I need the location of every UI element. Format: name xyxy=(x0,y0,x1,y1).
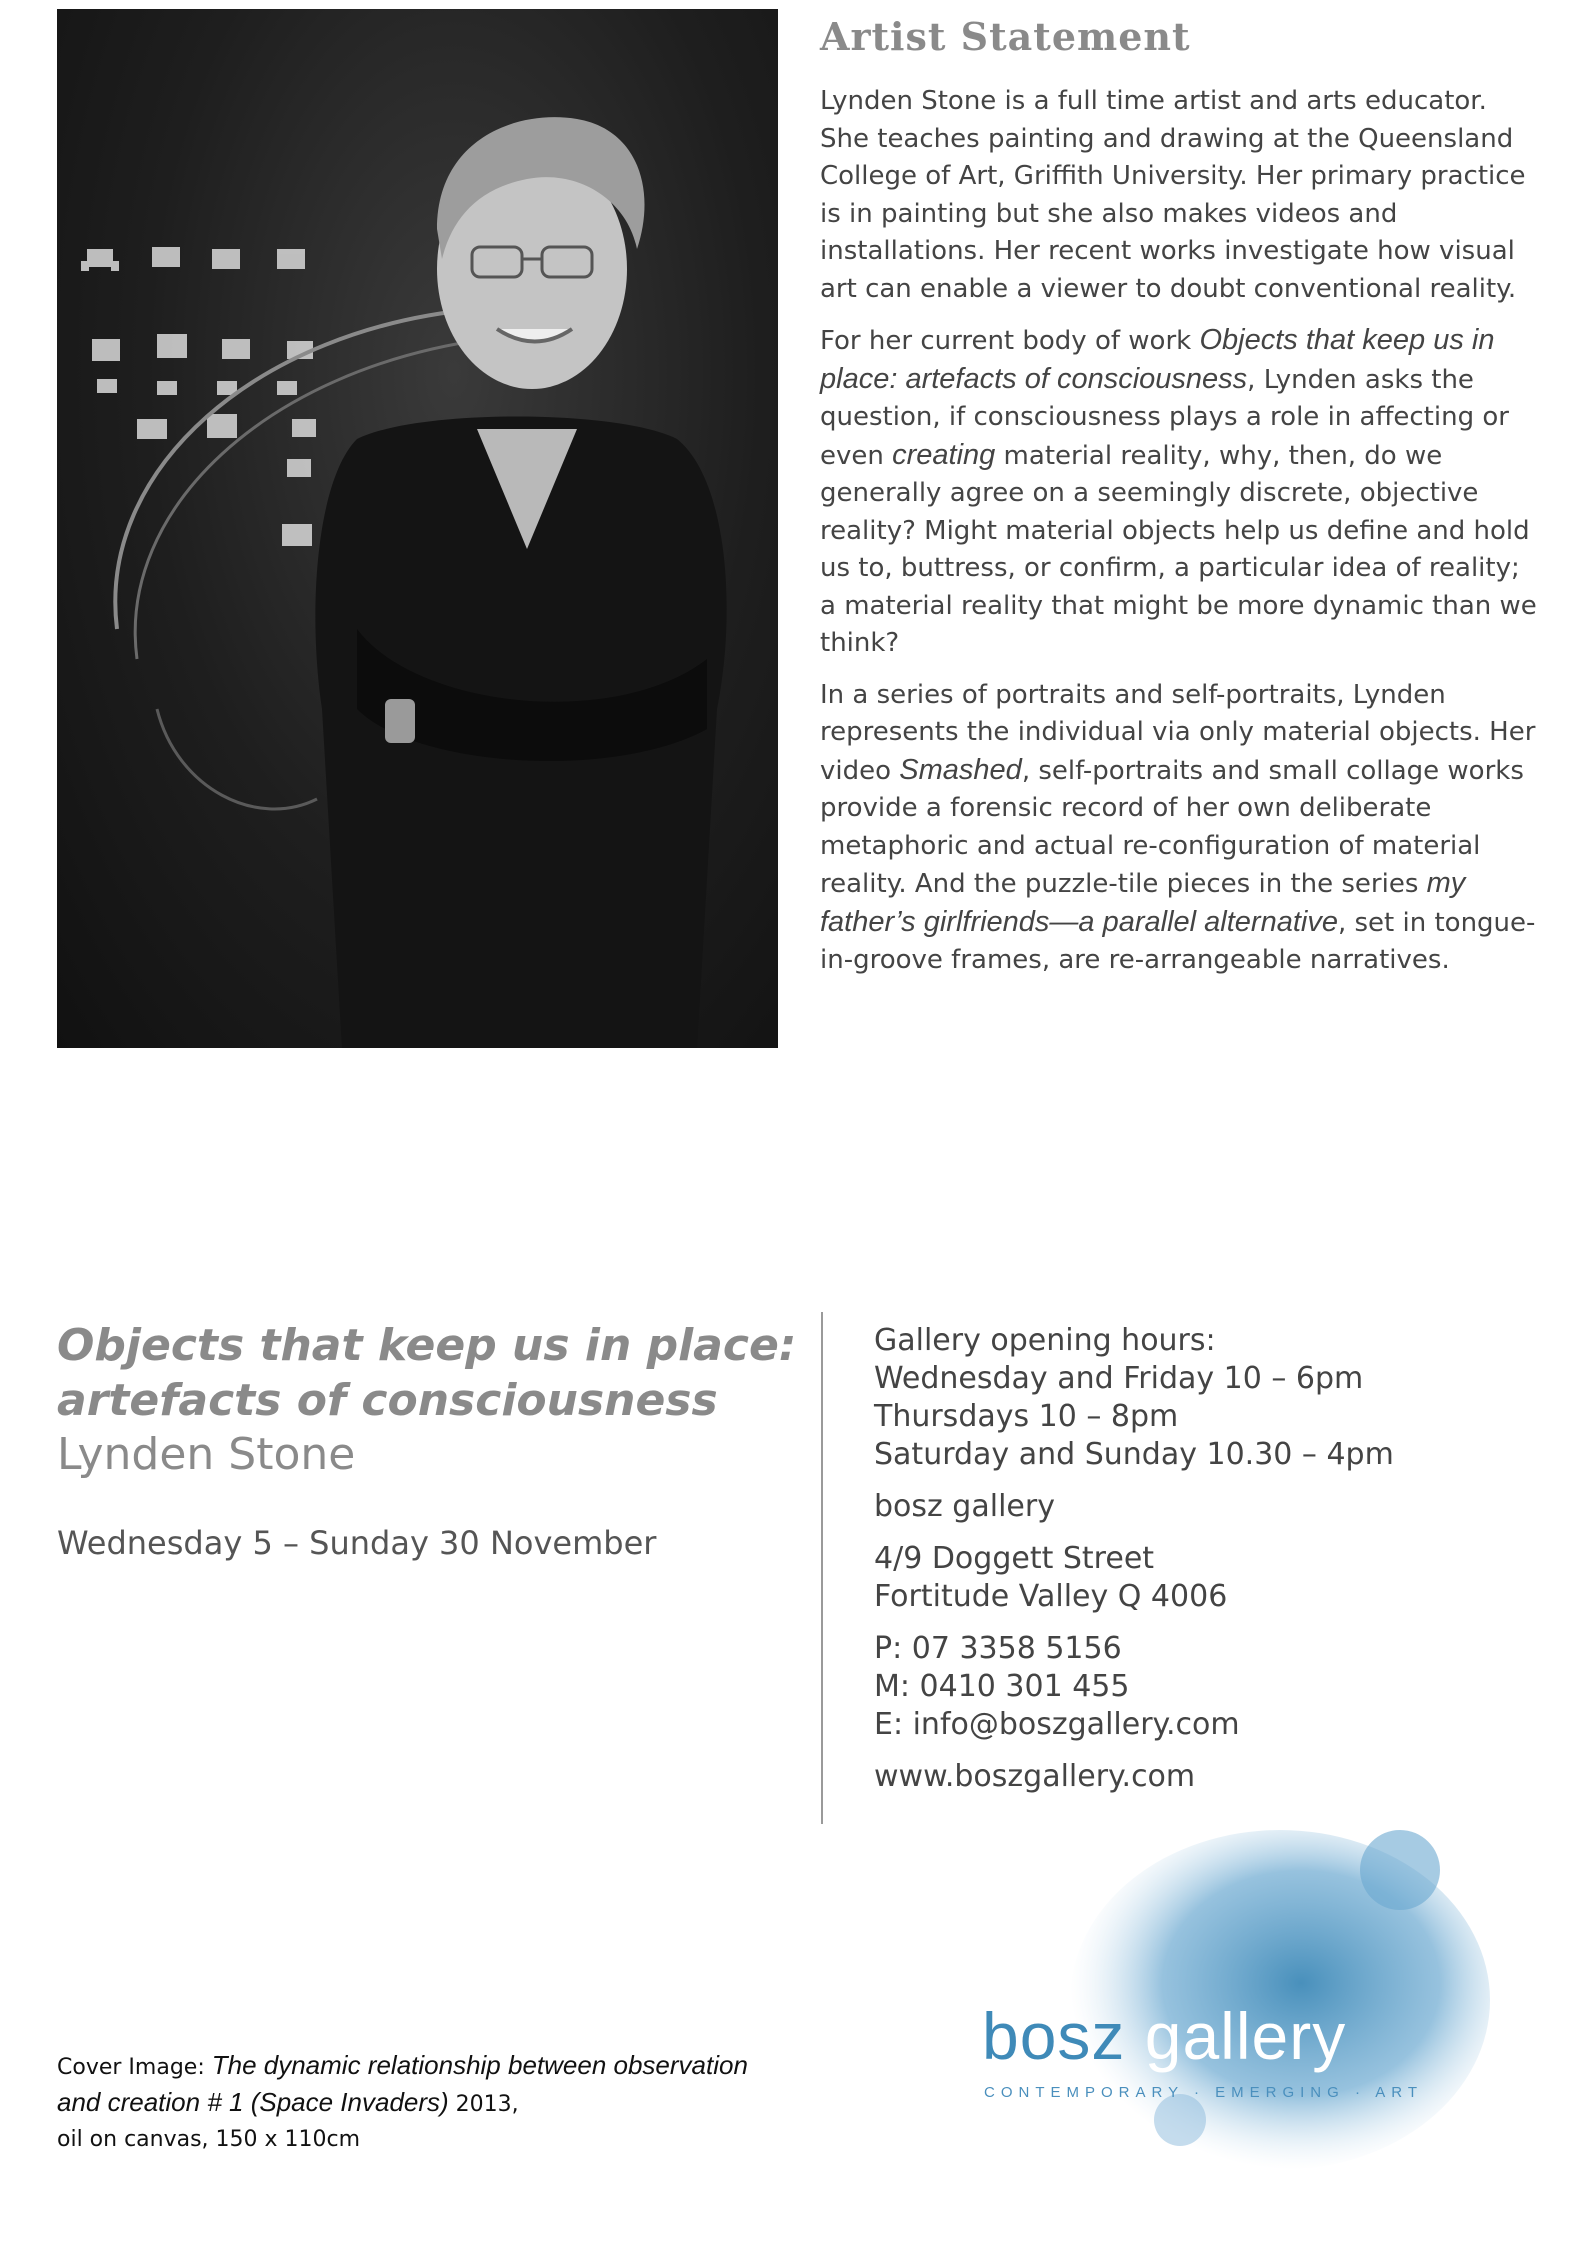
statement-paragraph-2: For her current body of work Objects that keep us in place: artefacts of consciousness, Lynden asks the question, if consciousness plays a role in affecting or even creating material reality, why, then, do we generally agree on a seemingly discrete, objective reality? Might material objects help us define and hold us to, buttress, or confirm, a particular idea of reality; a material reality that might be more dynamic than we think? xyxy=(820,324,1537,658)
mobile: M: 0410 301 455 xyxy=(874,1669,1130,1704)
exhibition-title-line-2: artefacts of consciousness xyxy=(57,1375,718,1426)
artist-photo xyxy=(57,9,778,1048)
artist-statement xyxy=(820,14,1540,994)
caption-label: Cover Image: xyxy=(57,2055,212,2080)
phone: P: 07 3358 5156 xyxy=(874,1631,1122,1666)
exhibition-artist: Lynden Stone xyxy=(57,1429,356,1480)
work-title: Objects that keep us in place: artefacts of consciousness xyxy=(820,324,1495,395)
statement-paragraph-1: Lynden Stone is a full time artist and arts educator. She teaches painting and drawing at the Queensland College of Art, Griffith University. Her primary practice is in painting but she also makes videos and installations. Her recent works investigate how visual art can enable a viewer to doubt conventional reality. xyxy=(820,86,1526,304)
exhibition-dates: Wednesday 5 – Sunday 30 November xyxy=(57,1524,657,1562)
series-title: my father’s girlfriends—a parallel alternative xyxy=(820,867,1466,938)
caption-title: The dynamic relationship between observation and creation # 1 (Space Invaders) xyxy=(57,2050,748,2117)
logo-wordmark: bosz gallery xyxy=(982,1999,1347,2073)
email-link[interactable]: E: info@boszgallery.com xyxy=(874,1707,1240,1742)
cover-image-caption xyxy=(57,2048,757,2157)
hours-line: Saturday and Sunday 10.30 – 4pm xyxy=(874,1437,1394,1472)
bosz-gallery-logo xyxy=(920,1760,1520,2190)
logo-tagline: CONTEMPORARY · EMERGING · ART xyxy=(984,2084,1424,2101)
caption-details: oil on canvas, 150 x 110cm xyxy=(57,2127,361,2152)
gallery-name: bosz gallery xyxy=(874,1489,1055,1524)
caption-year: 2013, xyxy=(448,2092,519,2117)
website-link[interactable]: www.boszgallery.com xyxy=(874,1759,1196,1794)
video-title: Smashed xyxy=(899,753,1022,786)
hours-line: Thursdays 10 – 8pm xyxy=(874,1399,1179,1434)
invader-shape xyxy=(81,249,119,271)
address-line: Fortitude Valley Q 4006 xyxy=(874,1579,1228,1614)
logo-blob-shape xyxy=(920,1760,1520,2190)
exhibition-info xyxy=(57,1318,797,1562)
vertical-divider xyxy=(821,1312,823,1824)
gallery-info xyxy=(874,1322,1514,1796)
address-line: 4/9 Doggett Street xyxy=(874,1541,1155,1576)
statement-paragraph-3: In a series of portraits and self-portraits, Lynden represents the individual via only material objects. Her video Smashed, self-portraits and small collage works provide a forensic record of her own deliberate metaphoric and actual re-configuration of material reality. And the puzzle-tile pieces in the series my father’s girlfriends—a parallel alternative, set in tongue-in-groove frames, are re-arrangeable narratives. xyxy=(820,679,1536,975)
hours-line: Wednesday and Friday 10 – 6pm xyxy=(874,1361,1364,1396)
creating-word: creating xyxy=(892,438,996,471)
exhibition-title-line-1: Objects that keep us in place: xyxy=(57,1320,797,1371)
statement-heading: Artist Statement xyxy=(820,14,1191,59)
hours-heading: Gallery opening hours: xyxy=(874,1323,1216,1358)
